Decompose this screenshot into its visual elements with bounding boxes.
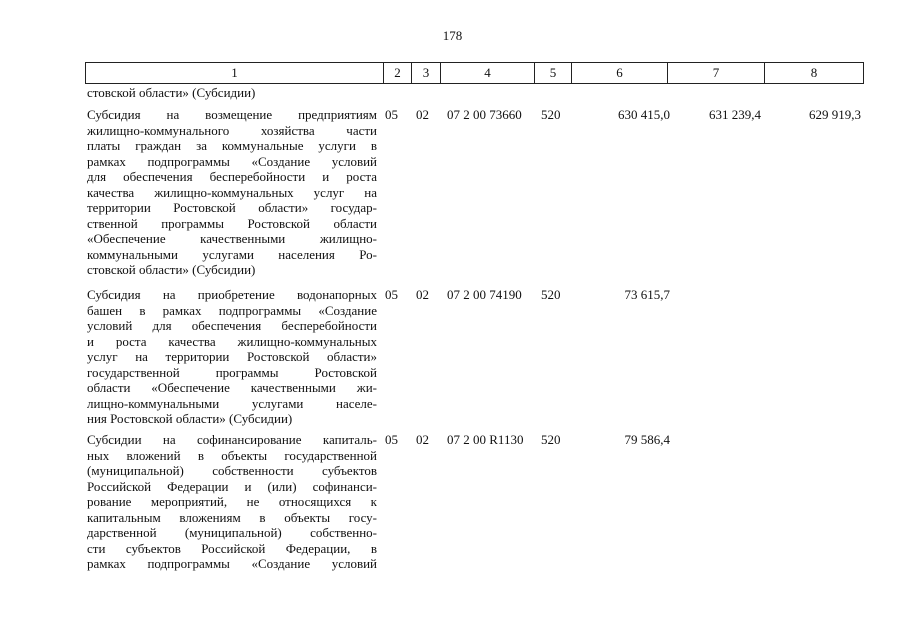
description-line: капитальным вложениям в объекты госу-	[87, 509, 377, 525]
description-line: стовской области» (Субсидии)	[87, 85, 256, 100]
cell-expense-type: 520	[541, 287, 561, 302]
description-line: и роста качества жилищно-коммунальных	[87, 333, 377, 349]
description-line: ния Ростовской области» (Субсидии)	[87, 411, 293, 426]
cell-expense-type: 520	[541, 432, 561, 447]
row-description	[85, 85, 377, 101]
column-header-5: 5	[535, 63, 572, 84]
description-line: ных вложений в объекты государственной	[87, 447, 377, 463]
description-line: государственной программы Ростовской	[87, 364, 377, 380]
description-line: башен в рамках подпрограммы «Создание	[87, 302, 377, 318]
column-header-7: 7	[668, 63, 765, 84]
cell-section: 05	[385, 107, 398, 122]
table-row	[85, 432, 863, 582]
description-line: стовской области» (Субсидии)	[87, 262, 256, 277]
description-line: «Обеспечение качественными жилищно-	[87, 231, 377, 246]
row-description	[85, 107, 377, 278]
description-line: рамках подпрограммы «Создание условий	[87, 153, 377, 169]
description-line: Субсидия на приобретение водонапорных	[87, 287, 377, 302]
column-header-table	[85, 62, 864, 84]
cell-target-article: 07 2 00 74190	[447, 287, 522, 302]
column-header-3: 3	[412, 63, 441, 84]
description-line: Субсидии на софинансирование капиталь-	[87, 432, 377, 447]
cell-amount-col6: 630 415,0	[618, 107, 670, 122]
column-header-1: 1	[86, 63, 384, 84]
table-row-continuation	[85, 85, 863, 105]
description-line: Субсидия на возмещение предприятиям	[87, 107, 377, 122]
description-line: территории Ростовской области» государ-	[87, 200, 377, 215]
description-line: условий для обеспечения бесперебойности	[87, 318, 377, 333]
cell-target-article: 07 2 00 73660	[447, 107, 522, 122]
column-header-row	[86, 63, 864, 84]
cell-target-article: 07 2 00 R1130	[447, 432, 524, 447]
column-header-6: 6	[572, 63, 668, 84]
description-line: услуг на территории Ростовской области»	[87, 349, 377, 364]
column-header-2: 2	[384, 63, 412, 84]
cell-subsection: 02	[416, 287, 429, 302]
page-number: 178	[442, 28, 463, 43]
description-line: ственной программы Ростовской области	[87, 215, 377, 231]
table-row	[85, 287, 863, 432]
cell-amount-col6: 79 586,4	[624, 432, 670, 447]
description-line: коммунальными услугами населения Ро-	[87, 246, 377, 262]
column-header-8: 8	[765, 63, 864, 84]
description-line: сти субъектов Российской Федерации, в	[87, 540, 377, 556]
column-header-4: 4	[441, 63, 535, 84]
description-line: жилищно-коммунального хозяйства части	[87, 122, 377, 138]
description-line: для обеспечения бесперебойности и роста	[87, 169, 377, 184]
description-line: качества жилищно-коммунальных услуг на	[87, 184, 377, 200]
description-line: рование мероприятий, не относящихся к	[87, 494, 377, 509]
cell-section: 05	[385, 432, 398, 447]
table-body	[85, 85, 863, 582]
cell-amount-col8: 629 919,3	[809, 107, 861, 122]
description-line: Российской Федерации и (или) софинанси-	[87, 478, 377, 494]
description-line: дарственной (муниципальной) собственно-	[87, 525, 377, 540]
cell-subsection: 02	[416, 107, 429, 122]
description-line: области «Обеспечение качественными жи-	[87, 380, 377, 395]
cell-expense-type: 520	[541, 107, 561, 122]
description-line: (муниципальной) собственности субъектов	[87, 463, 377, 478]
description-line: лищно-коммунальными услугами населе-	[87, 395, 377, 411]
table-row	[85, 107, 863, 287]
cell-section: 05	[385, 287, 398, 302]
cell-amount-col6: 73 615,7	[624, 287, 670, 302]
description-line: рамках подпрограммы «Создание условий	[87, 556, 377, 571]
cell-amount-col7: 631 239,4	[709, 107, 761, 122]
row-description	[85, 287, 377, 427]
cell-subsection: 02	[416, 432, 429, 447]
row-description	[85, 432, 377, 572]
description-line: платы граждан за коммунальные услуги в	[87, 138, 377, 153]
